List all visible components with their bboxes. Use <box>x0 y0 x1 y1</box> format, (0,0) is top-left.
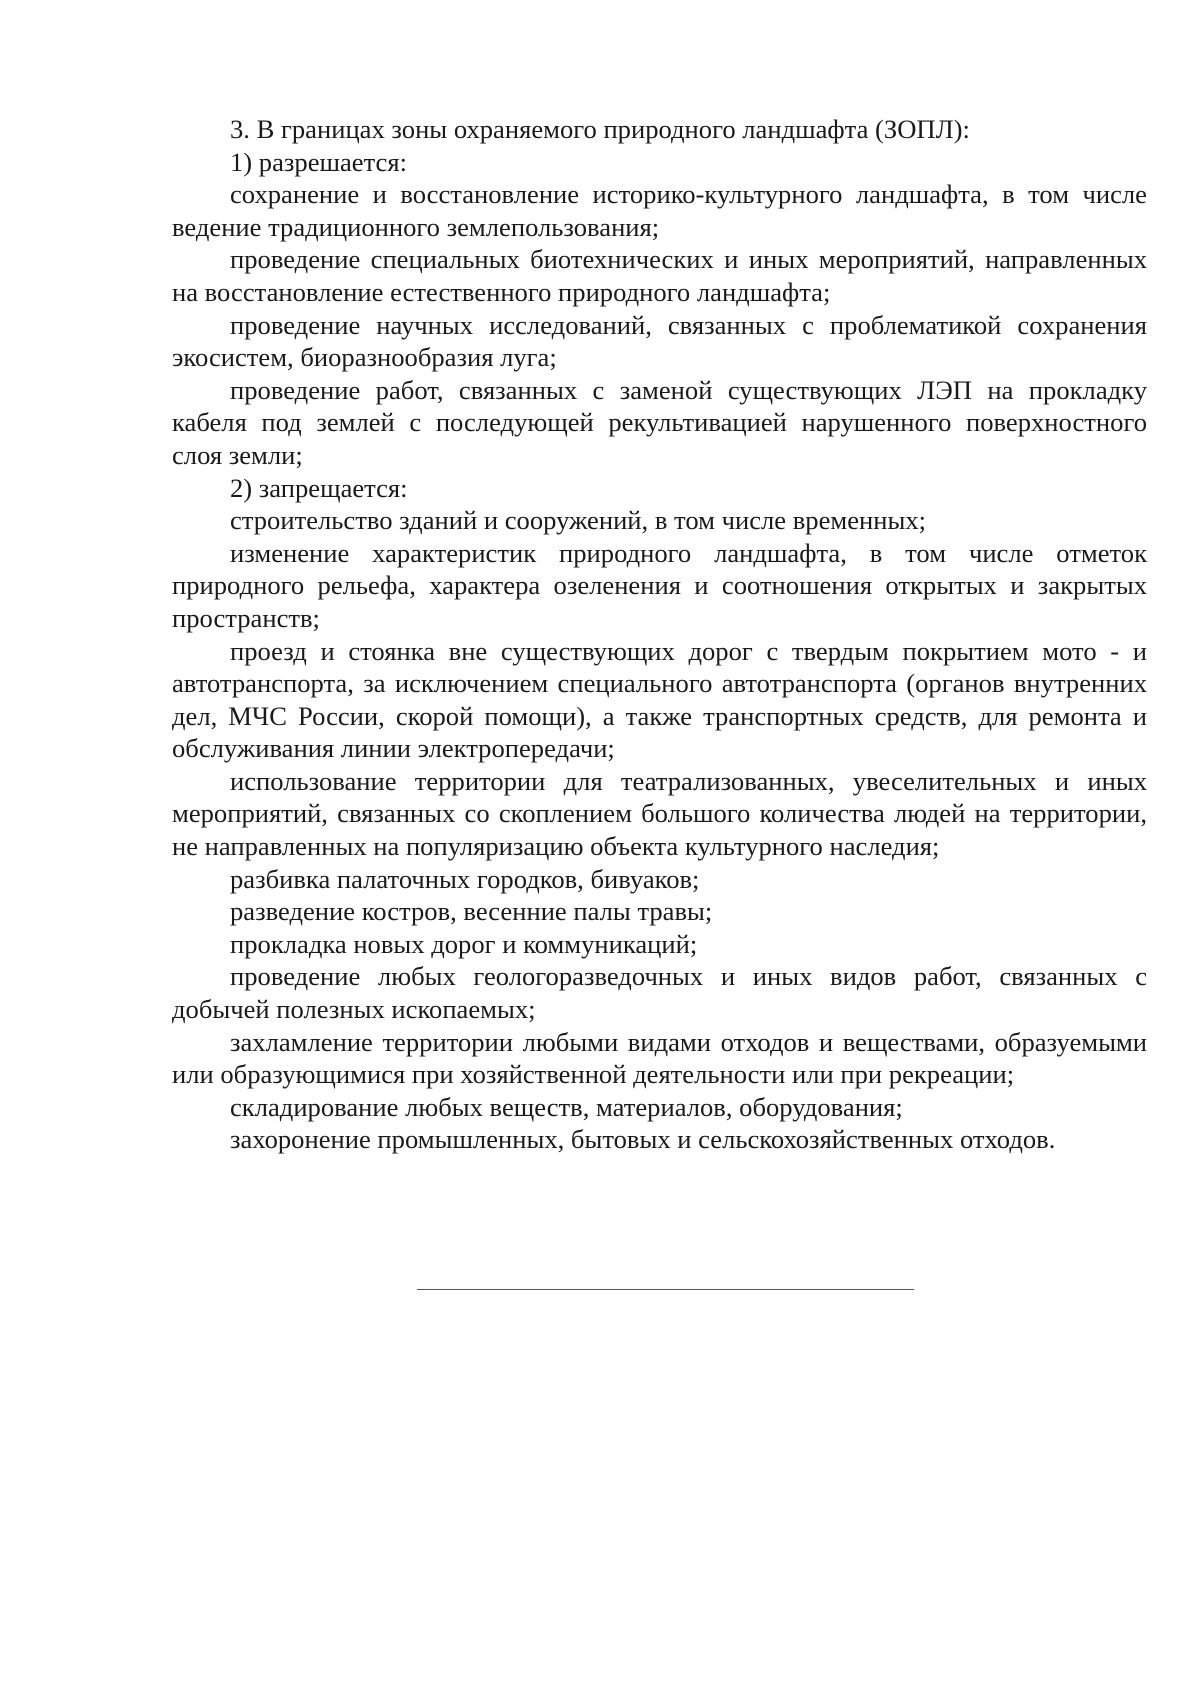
paragraph: складирование любых веществ, материалов, оборудования; <box>230 1091 903 1122</box>
end-divider-line <box>417 1289 914 1290</box>
paragraph: проезд и стоянка вне существующих дорог с твердым покрытием мото - и автотранспорта, за исключением специального автотранспорта (органов внутренних дел, МЧС России, скорой помощи), а также транспортных средств, для ремонта и обслуживания линии электропередачи; <box>172 635 1147 764</box>
paragraph: прокладка новых дорог и коммуникаций; <box>230 928 698 959</box>
paragraph: захоронение промышленных, бытовых и сельскохозяйственных отходов. <box>230 1124 1056 1155</box>
document-body <box>172 113 1147 1156</box>
paragraph: проведение научных исследований, связанных с проблематикой сохранения экосистем, биоразнообразия луга; <box>172 309 1147 373</box>
paragraph: сохранение и восстановление историко-культурного ландшафта, в том числе ведение традиционного землепользования; <box>172 179 1147 242</box>
paragraph: проведение работ, связанных с заменой существующих ЛЭП на прокладку кабеля под землей с последующей рекультивацией нарушенного поверхностного слоя земли; <box>172 374 1147 470</box>
paragraph: проведение любых геологоразведочных и иных видов работ, связанных с добычей полезных ископаемых; <box>172 961 1147 1025</box>
subsection-prohibited-heading: 2) запрещается: <box>230 472 408 503</box>
paragraph: строительство зданий и сооружений, в том числе временных; <box>230 505 927 536</box>
paragraph: проведение специальных биотехнических и иных мероприятий, направленных на восстановление естественного природного ландшафта; <box>172 244 1147 307</box>
paragraph: разведение костров, весенние палы травы; <box>230 896 713 927</box>
paragraph: захламление территории любыми видами отходов и веществами, образуемыми или образующимися при хозяйственной деятельности или при рекреации; <box>172 1026 1147 1090</box>
paragraph: изменение характеристик природного ландшафта, в том числе отметок природного рельефа, характера озеленения и соотношения открытых и закрытых пространств; <box>172 537 1147 633</box>
paragraph: использование территории для театрализованных, увеселительных и иных мероприятий, связанных со скоплением большого количества людей на территории, не направленных на популяризацию объекта культурного наследия; <box>172 765 1147 862</box>
paragraph: разбивка палаточных городков, бивуаков; <box>230 863 700 894</box>
section-heading: 3. В границах зоны охраняемого природного ландшафта (ЗОПЛ): <box>230 114 970 144</box>
subsection-allowed-heading: 1) разрешается: <box>230 146 407 177</box>
